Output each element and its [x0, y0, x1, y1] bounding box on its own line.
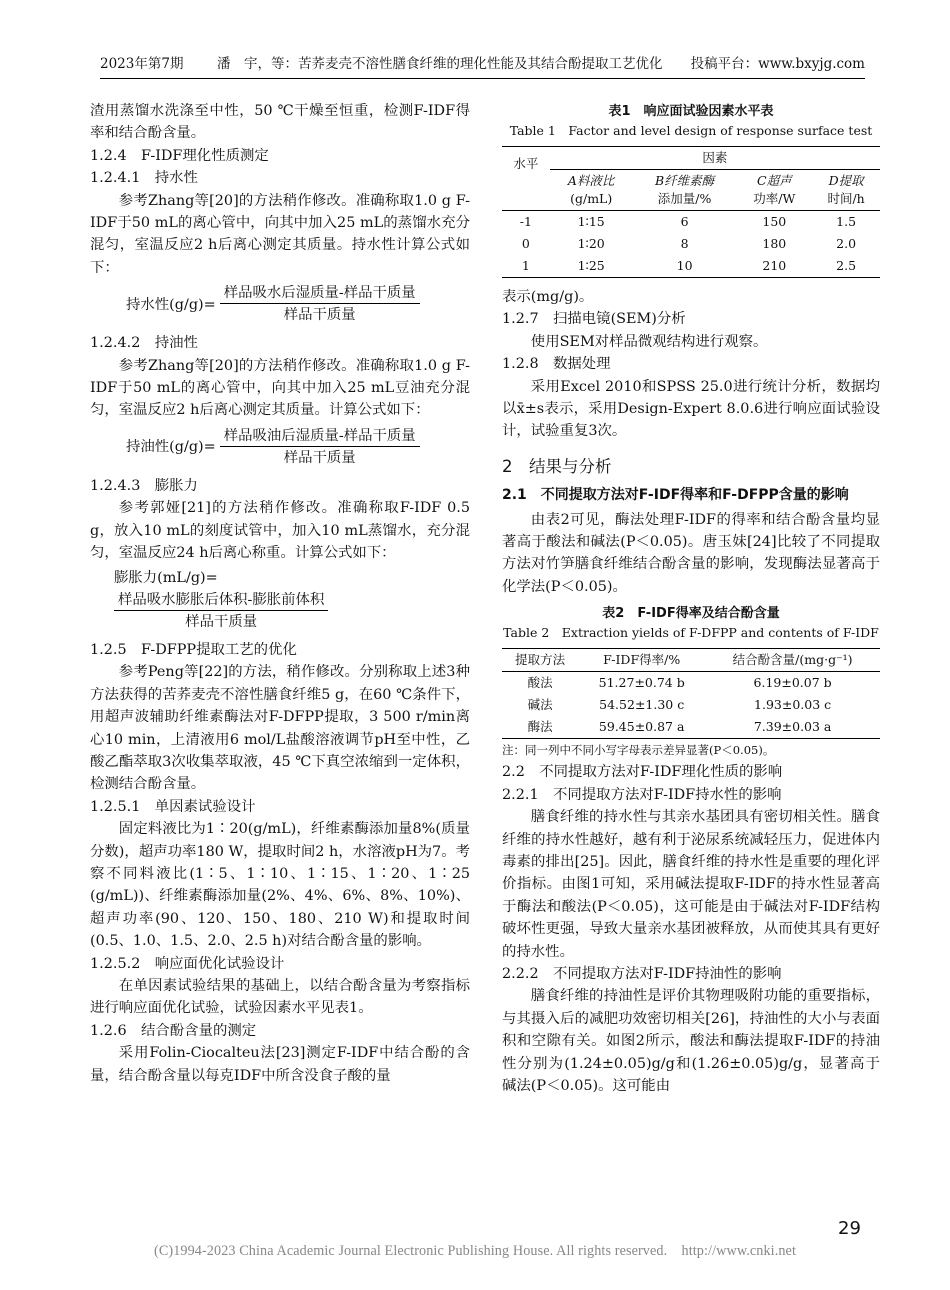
table-cell: 51.27±0.74 b [598, 675, 685, 691]
table-cell: 1∶25 [577, 258, 605, 273]
paragraph: 固定料液比为1∶20(g/mL)，纤维素酶添加量8%(质量分数)，超声功率180 W，提取时间2 h，水溶液pH为7。考察不同料液比(1∶5、1∶10、1∶15、1∶20、1∶25 (g/mL))、纤维素酶添加量(2%、4%、6%、8%、10%)、超声功率(90、120、150、180、210 W)和提取时间(0.5、1.0、1.5、2.0、2.5 h)对结合酚含量的影响。 [90, 821, 470, 950]
table-cell: 7.39±0.03 a [753, 719, 832, 735]
formula-denominator: 样品干质量 [283, 449, 356, 466]
table2-col-header: 结合酚含量/(mg·g⁻¹) [732, 652, 853, 668]
table-cell: 酸法 [527, 675, 553, 691]
table-cell: 54.52±1.30 c [599, 697, 685, 713]
paragraph: 参考Zhang等[20]的方法稍作修改。准确称取1.0 g F-IDF于50 mL的离心管中，向其中加入25 mL豆油充分混匀，室温反应2 h后离心测定其质量。计算公式如下： [90, 357, 470, 419]
table-cell: 2.0 [836, 236, 857, 251]
paragraph: 由表2可见，酶法处理F-IDF的得率和结合酚含量均显著高于酸法和碱法(P＜0.05)。唐玉妹[24]比较了不同提取方法对竹笋膳食纤维结合酚含量的影响，发现酶法显著高于化学法(P＜0.05)。 [502, 511, 880, 595]
table-cell: 2.5 [836, 258, 857, 273]
table2-col-header: 提取方法 [515, 652, 566, 668]
table-cell: 10 [676, 258, 693, 273]
table2-caption-cn: 表2 F-IDF得率及结合酚含量 [602, 606, 780, 622]
paragraph: 膳食纤维的持水性与其亲水基团具有密切相关性。膳食纤维的持水性越好，越有利于泌尿系统减轻压力，促进体内毒素的排出[25]。因此，膳食纤维的持水性是重要的理化评价指标。由图1可知，采用碱法提取F-IDF的持水性显著高于酶法和酸法(P＜0.05)，这可能是由于碱法对F-IDF结构破坏性更强，导致大量亲水基团被释放，从而使其具有更好的持水性。 [502, 809, 880, 960]
section-heading: 1.2.4 F-IDF理化性质测定 [90, 147, 269, 164]
left-column [90, 100, 470, 1087]
section-heading: 1.2.7 扫描电镜(SEM)分析 [502, 311, 686, 328]
formula-denominator: 样品干质量 [185, 613, 258, 630]
table2-note: 注：同一列中不同小写字母表示差异显著(P＜0.05)。 [502, 743, 775, 758]
right-column [502, 100, 880, 1097]
table1-col-header: D提取 时间/h [827, 173, 865, 206]
section-heading: 1.2.4.2 持油性 [90, 335, 198, 352]
table1-factor-levels [502, 146, 880, 278]
section-heading: 1.2.5.2 响应面优化试验设计 [90, 955, 285, 972]
table-row [502, 233, 880, 255]
section-heading: 1.2.6 结合酚含量的测定 [90, 1022, 257, 1039]
table-row [502, 211, 880, 234]
formula-oil-holding [126, 426, 470, 469]
section-heading: 2.2 不同提取方法对F-IDF理化性质的影响 [502, 764, 783, 781]
formula-fraction [114, 590, 328, 633]
table-row [502, 694, 880, 716]
paragraph: 在单因素试验结果的基础上，以结合酚含量为考察指标进行响应面优化试验，试验因素水平见表1。 [90, 978, 470, 1017]
table-cell: 210 [762, 258, 787, 273]
table1-header-level: 水平 [513, 156, 539, 171]
table-row [502, 255, 880, 278]
formula-denominator: 样品干质量 [283, 307, 356, 324]
formula-numerator: 样品吸水膨胀后体积-膨胀前体积 [114, 590, 328, 611]
table-cell: -1 [519, 214, 532, 229]
table1-col-header: C超声 功率/W [753, 173, 796, 206]
paragraph: 参考Peng等[22]的方法，稍作修改。分别称取上述3种方法获得的苦荞麦壳不溶性膳食纤维5 g，在60 ℃条件下，用超声波辅助纤维素酶法对F-DFPP提取，3 500 r/min离心10 min，上清液用6 mol/L盐酸溶液调节pH至中性，乙酸乙酯萃取3次收集萃取液，45 ℃下真空浓缩到一定体积，检测结合酚含量。 [90, 664, 470, 793]
section-heading: 1.2.5 F-DFPP提取工艺的优化 [90, 641, 297, 658]
section-heading: 1.2.8 数据处理 [502, 356, 611, 373]
formula-swelling [114, 567, 470, 633]
table-cell: 150 [762, 214, 787, 229]
paragraph: 采用Excel 2010和SPSS 25.0进行统计分析，数据均以x̄±s表示，采用Design-Expert 8.0.6进行响应面试验设计，试验重复3次。 [502, 378, 880, 440]
table1-caption-en: Table 1 Factor and level design of response surface test [509, 123, 873, 138]
formula-water-holding [126, 283, 470, 326]
page-number: 29 [838, 1218, 861, 1239]
paragraph: 参考Zhang等[20]的方法稍作修改。准确称取1.0 g F-IDF于50 mL的离心管中，向其中加入25 mL的蒸馏水充分混匀，室温反应2 h后离心测定其质量。持水性计算公式如下： [90, 192, 470, 276]
table-row [502, 672, 880, 695]
paragraph: 使用SEM对样品微观结构进行观察。 [530, 333, 768, 350]
table1-col-header: B纤维素酶 添加量/% [655, 173, 715, 206]
table-cell: 6 [680, 214, 689, 229]
table-row [502, 716, 880, 739]
table-cell: 酶法 [527, 719, 553, 735]
paragraph: 参考郭娅[21]的方法稍作修改。准确称取F-IDF 0.5 g，放入10 mL的刻度试管中，加入10 mL蒸馏水，充分混匀，室温反应24 h后离心称重。计算公式如下： [90, 500, 470, 562]
journal-issue: 2023年第7期 [100, 56, 184, 72]
table-cell: 0 [521, 236, 530, 251]
formula-lhs: 持油性(g/g)= [126, 439, 216, 456]
header-rule [100, 78, 865, 79]
section-heading: 1.2.5.1 单因素试验设计 [90, 798, 256, 815]
table-cell: 碱法 [527, 697, 553, 713]
paragraph: 膳食纤维的持油性是评价其物理吸附功能的重要指标，与其摄入后的减肥功效密切相关[26]，持油性的大小与表面积和空隙有关。如图2所示，酸法和酶法提取F-IDF的持油性分别为(1.24±0.05)g/g和(1.26±0.05)g/g，显著高于碱法(P＜0.05)。这可能由 [502, 988, 880, 1094]
section-heading: 2.1 不同提取方法对F-IDF得率和F-DFPP含量的影响 [502, 487, 849, 504]
table2-col-header: F-IDF得率/% [603, 652, 681, 668]
formula-lhs: 持水性(g/g)= [126, 296, 216, 313]
table1-col-header: A料液比 (g/mL) [567, 173, 615, 206]
formula-fraction [220, 283, 420, 326]
table-cell: 1∶15 [577, 214, 605, 229]
running-header [100, 48, 865, 78]
paragraph: 表示(mg/g)。 [502, 289, 594, 305]
paragraph: 采用Folin-Ciocalteu法[23]测定F-IDF中结合酚的含量，结合酚含量以每克IDF中所含没食子酸的量 [90, 1045, 470, 1084]
table-cell: 59.45±0.87 a [598, 719, 685, 735]
submission-url[interactable]: 投稿平台：www.bxyjg.com [690, 56, 865, 72]
table2-yields [502, 648, 880, 739]
formula-numerator: 样品吸水后湿质量-样品干质量 [220, 283, 420, 304]
table-cell: 6.19±0.07 b [753, 675, 832, 691]
chapter-heading: 2 结果与分析 [502, 456, 612, 476]
section-heading: 2.2.2 不同提取方法对F-IDF持油性的影响 [502, 965, 782, 982]
table-cell: 180 [762, 236, 787, 251]
copyright-footer: (C)1994-2023 China Academic Journal Electronic Publishing House. All rights reserved. http://www.cnki.net [154, 1243, 796, 1259]
table-cell: 1∶20 [577, 236, 605, 251]
section-heading: 2.2.1 不同提取方法对F-IDF持水性的影响 [502, 786, 782, 803]
formula-numerator: 样品吸油后湿质量-样品干质量 [220, 426, 420, 447]
paragraph: 渣用蒸馏水洗涤至中性，50 ℃干燥至恒重，检测F-IDF得率和结合酚含量。 [90, 103, 470, 142]
formula-fraction [220, 426, 420, 469]
section-heading: 1.2.4.1 持水性 [90, 170, 198, 187]
formula-lhs: 膨胀力(mL/g)= [114, 569, 218, 586]
table-cell: 8 [680, 236, 689, 251]
table1-caption-cn: 表1 响应面试验因素水平表 [608, 104, 774, 119]
table1-header-factor: 因素 [550, 147, 880, 170]
table-cell: 1.5 [836, 214, 857, 229]
table2-caption-en: Table 2 Extraction yields of F-DFPP and contents of F-IDF [503, 625, 879, 641]
table-cell: 1 [521, 258, 530, 273]
table-cell: 1.93±0.03 c [754, 697, 832, 713]
section-heading: 1.2.4.3 膨胀力 [90, 477, 198, 494]
article-running-title: 潘 宇，等：苦荞麦壳不溶性膳食纤维的理化性能及其结合酚提取工艺优化 [217, 56, 663, 72]
